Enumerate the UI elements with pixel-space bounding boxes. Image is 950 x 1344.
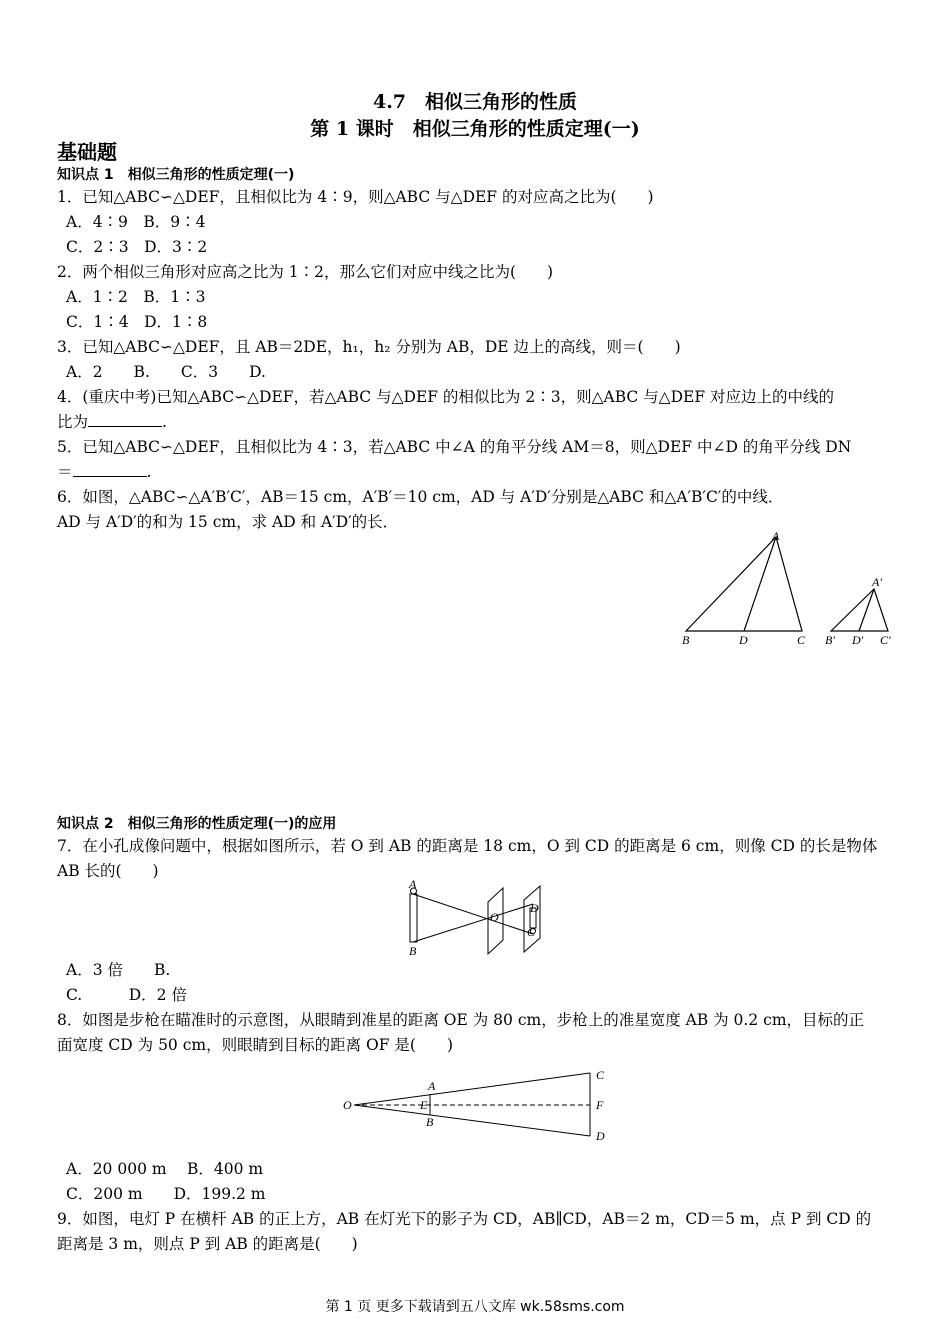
- label-o: O: [343, 1098, 352, 1112]
- question-1: 1．已知△ABC∽△DEF，且相似比为 4∶9，则△ABC 与△DEF 的对应高之比为( ): [57, 188, 654, 206]
- question-4-line-1: 4．(重庆中考)已知△ABC∽△DEF，若△ABC 与△DEF 的相似比为 2∶3，则△ABC 与△DEF 对应边上的中线的: [57, 388, 835, 406]
- median-a2d2: [859, 589, 874, 631]
- question-3-options: A．2 B. C．3 D.: [66, 363, 266, 381]
- label-a: A: [772, 529, 780, 543]
- label-b: B: [409, 944, 417, 958]
- label-a-prime: A′: [872, 575, 882, 589]
- question-8-options-ab: A．20 000 m B．400 m: [66, 1160, 264, 1178]
- label-c: C: [797, 633, 806, 647]
- label-e: E: [420, 1098, 428, 1112]
- question-2-options-ab: A．1∶2 B．1∶3: [66, 288, 206, 306]
- page-title: 4.7 相似三角形的性质: [372, 91, 578, 113]
- question-5-line-1: 5．已知△ABC∽△DEF，且相似比为 4∶3，若△ABC 中∠A 的角平分线 AM＝8，则△DEF 中∠D 的角平分线 DN: [57, 438, 852, 456]
- label-c: C: [596, 1068, 605, 1082]
- label-b: B: [682, 633, 690, 647]
- label-d-prime: D′: [852, 633, 864, 647]
- label-c: C: [527, 925, 536, 939]
- question-2: 2．两个相似三角形对应高之比为 1∶2，那么它们对应中线之比为( ): [57, 263, 554, 281]
- median-ad: [744, 537, 776, 631]
- label-d: D: [530, 901, 539, 915]
- question-9-line-1: 9．如图，电灯 P 在横杆 AB 的正上方，AB 在灯光下的影子为 CD，AB∥CD，AB＝2 m，CD＝5 m，点 P 到 CD 的: [57, 1210, 872, 1228]
- figure-q8-rifle-sight: [340, 1064, 615, 1148]
- question-4-lead: 比为: [57, 413, 89, 431]
- image-screen: [524, 886, 540, 952]
- question-8-line-2: 面宽度 CD 为 50 cm，则眼睛到目标的距离 OF 是( ): [57, 1036, 454, 1054]
- light-ray-top: [413, 894, 533, 934]
- question-1-options-cd: C．2∶3 D．3∶2: [66, 238, 208, 256]
- answer-blank[interactable]: [73, 462, 147, 477]
- label-b: B: [426, 1115, 434, 1129]
- question-1-options-ab: A．4∶9 B．9∶4: [66, 213, 206, 231]
- page-footer: 第 1 页 更多下载请到五八文库 wk.58sms.com: [325, 1299, 625, 1315]
- label-d: D: [739, 633, 748, 647]
- triangle-a2b2c2: [831, 589, 888, 631]
- label-a: A: [428, 1079, 436, 1093]
- label-o: O: [490, 910, 499, 924]
- figure-q7-pinhole: [400, 878, 550, 958]
- question-8-options-cd: C．200 m D．199.2 m: [66, 1185, 266, 1203]
- question-2-options-cd: C．1∶4 D．1∶8: [66, 313, 208, 331]
- question-7-line-1: 7．在小孔成像问题中，根据如图所示，若 O 到 AB 的距离是 18 cm，O 到 CD 的距离是 6 cm，则像 CD 的长是物体: [57, 837, 878, 855]
- question-7-options-cd: C. D．2 倍: [66, 986, 187, 1004]
- sight-line-bottom: [354, 1105, 590, 1136]
- section-heading: 基础题: [57, 140, 117, 164]
- label-a: A: [409, 878, 417, 891]
- question-7-line-2: AB 长的( ): [57, 862, 159, 880]
- light-ray-bottom: [413, 904, 533, 942]
- label-b-prime: B′: [825, 633, 835, 647]
- knowledge-point-2: 知识点 2 相似三角形的性质定理(一)的应用: [57, 816, 337, 832]
- answer-blank[interactable]: [88, 412, 162, 427]
- question-3: 3．已知△ABC∽△DEF，且 AB＝2DE，h₁，h₂ 分别为 AB，DE 边上的高线，则＝( ): [57, 338, 681, 356]
- question-4-line-2: 比为 .: [57, 413, 167, 431]
- sight-line-top: [354, 1073, 590, 1105]
- triangle-abc: [686, 537, 802, 631]
- question-5-line-2: ＝ .: [57, 463, 152, 481]
- question-6-line-1: 6．如图，△ABC∽△A′B′C′，AB＝15 cm，A′B′＝10 cm，AD 与 A′D′分别是△ABC 和△A′B′C′的中线．: [57, 488, 784, 506]
- question-6-line-2: AD 与 A′D′的和为 15 cm，求 AD 和 A′D′的长．: [57, 513, 399, 531]
- question-9-line-2: 距离是 3 m，则点 P 到 AB 的距离是( ): [57, 1235, 358, 1253]
- object-ab: [410, 894, 417, 942]
- label-c-prime: C′: [880, 633, 891, 647]
- page-subtitle: 第 1 课时 相似三角形的性质定理(一): [310, 118, 640, 140]
- label-d: D: [596, 1129, 605, 1143]
- figure-q6-similar-triangles: [676, 528, 906, 653]
- label-f: F: [596, 1098, 604, 1112]
- question-8-line-1: 8．如图是步枪在瞄准时的示意图，从眼睛到准星的距离 OE 为 80 cm，步枪上的准星宽度 AB 为 0.2 cm，目标的正: [57, 1011, 865, 1029]
- question-5-lead: ＝: [57, 463, 73, 481]
- question-7-options-ab: A．3 倍 B.: [66, 961, 171, 979]
- knowledge-point-1: 知识点 1 相似三角形的性质定理(一): [57, 167, 295, 183]
